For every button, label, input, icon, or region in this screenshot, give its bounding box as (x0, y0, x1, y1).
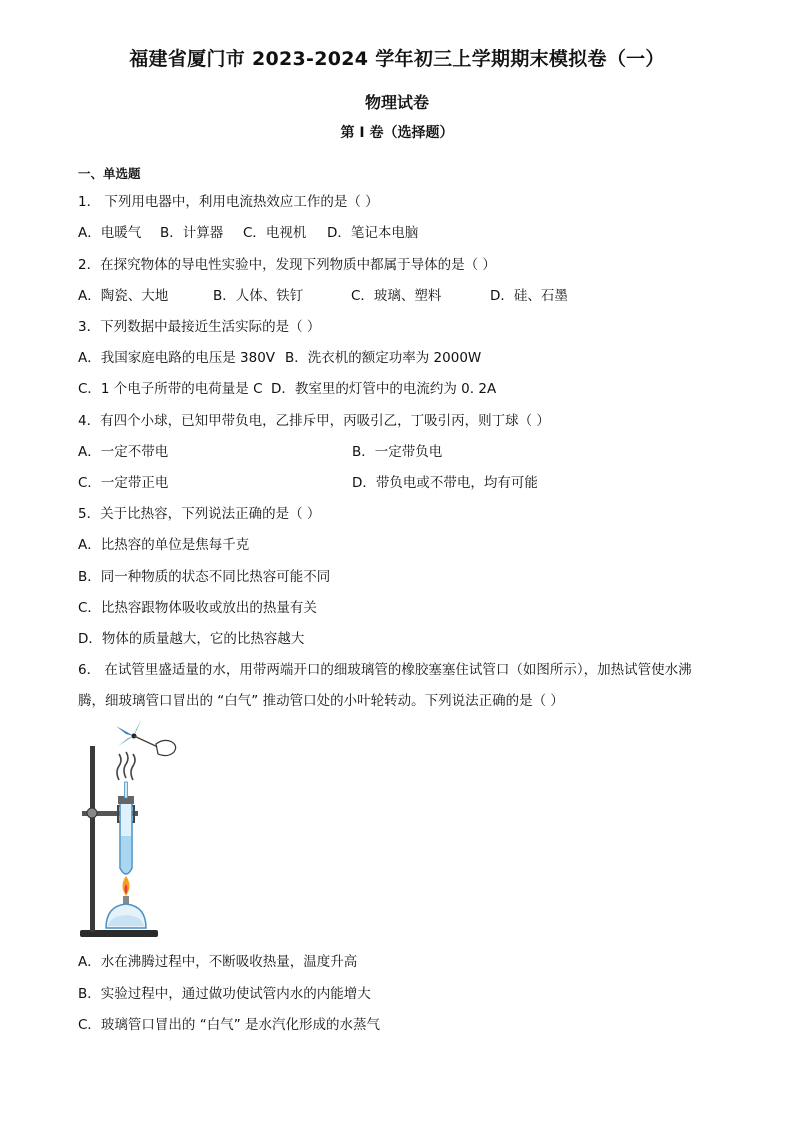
experiment-figure (74, 716, 186, 944)
stand-rod (90, 746, 95, 932)
question-4-option-a[interactable]: A．一定不带电 (78, 444, 169, 460)
question-6-option-a[interactable]: A．水在沸腾过程中，不断吸收热量，温度升高 (78, 954, 358, 970)
question-6-option-c[interactable]: C．玻璃管口冒出的 “白气” 是水汽化形成的水蒸气 (78, 1017, 380, 1033)
exam-subtitle: 物理试卷 (364, 93, 429, 112)
question-2-option-d[interactable]: D．硅、石墨 (490, 288, 568, 304)
question-3-stem: 3．下列数据中最接近生活实际的是（ ） (78, 319, 321, 335)
tube-water (121, 836, 131, 873)
question-2-option-c[interactable]: C．玻璃、塑料 (351, 288, 442, 304)
pinwheel-blade-5 (118, 736, 134, 746)
question-6-stem-line-1: 6． 在试管里盛适量的水，用带两端开口的细玻璃管的橡胶塞塞住试管口（如图所示），加热试管使水沸 (78, 662, 692, 678)
question-2-option-a[interactable]: A．陶瓷、大地 (78, 288, 169, 304)
pinwheel (116, 718, 160, 754)
question-2-option-b[interactable]: B．人体、铁钉 (213, 288, 304, 304)
question-1-option-b[interactable]: B．计算器 (160, 225, 224, 241)
question-5-option-d[interactable]: D．物体的质量越大，它的比热容越大 (78, 631, 305, 647)
question-1-option-a[interactable]: A．电暖气 (78, 225, 142, 241)
pinwheel-blade-2 (134, 718, 142, 736)
question-3-option-c[interactable]: C．1 个电子所带的电荷量是 C (78, 381, 263, 397)
question-5-option-c[interactable]: C．比热容跟物体吸收或放出的热量有关 (78, 600, 317, 616)
question-3-option-d[interactable]: D．教室里的灯管中的电流约为 0. 2A (271, 381, 497, 397)
question-3-option-b[interactable]: B．洗衣机的额定功率为 2000W (285, 350, 482, 366)
hand-icon (156, 740, 176, 755)
question-3-option-a[interactable]: A．我国家庭电路的电压是 380V (78, 350, 276, 366)
lamp-wick-holder (123, 896, 129, 904)
question-6-stem-line-2: 腾，细玻璃管口冒出的 “白气” 推动管口处的小叶轮转动。下列说法正确的是（ ） (78, 693, 564, 709)
question-5-option-a[interactable]: A．比热容的单位是焦每千克 (78, 537, 250, 553)
section-heading: 一、单选题 (78, 166, 141, 181)
question-1-option-c[interactable]: C．电视机 (243, 225, 307, 241)
part-heading: 第 I 卷（选择题） (340, 125, 454, 141)
question-4-option-b[interactable]: B．一定带负电 (352, 444, 443, 460)
question-5-stem: 5．关于比热容，下列说法正确的是（ ） (78, 506, 321, 522)
question-4-option-c[interactable]: C．一定带正电 (78, 475, 169, 491)
pinwheel-blade-1 (116, 726, 134, 736)
question-4-option-d[interactable]: D．带负电或不带电，均有可能 (352, 475, 538, 491)
steam-right (131, 754, 135, 780)
question-1-option-d[interactable]: D．笔记本电脑 (327, 225, 419, 241)
steam-left (117, 754, 121, 780)
glass-tube (125, 782, 128, 798)
question-5-option-b[interactable]: B．同一种物质的状态不同比热容可能不同 (78, 569, 331, 585)
clamp-knob (87, 808, 97, 818)
question-4-stem: 4．有四个小球，已知甲带负电，乙排斥甲，丙吸引乙，丁吸引丙，则丁球（ ） (78, 413, 550, 429)
steam-middle (124, 752, 128, 778)
question-2-stem: 2．在探究物体的导电性实验中，发现下列物质中都属于导体的是（ ） (78, 257, 496, 273)
question-1-stem: 1． 下列用电器中，利用电流热效应工作的是（ ） (78, 194, 379, 210)
question-6-option-b[interactable]: B．实验过程中，通过做功使试管内水的内能增大 (78, 986, 371, 1002)
page-title: 福建省厦门市 2023-2024 学年初三上学期期末模拟卷（一） (129, 48, 665, 70)
